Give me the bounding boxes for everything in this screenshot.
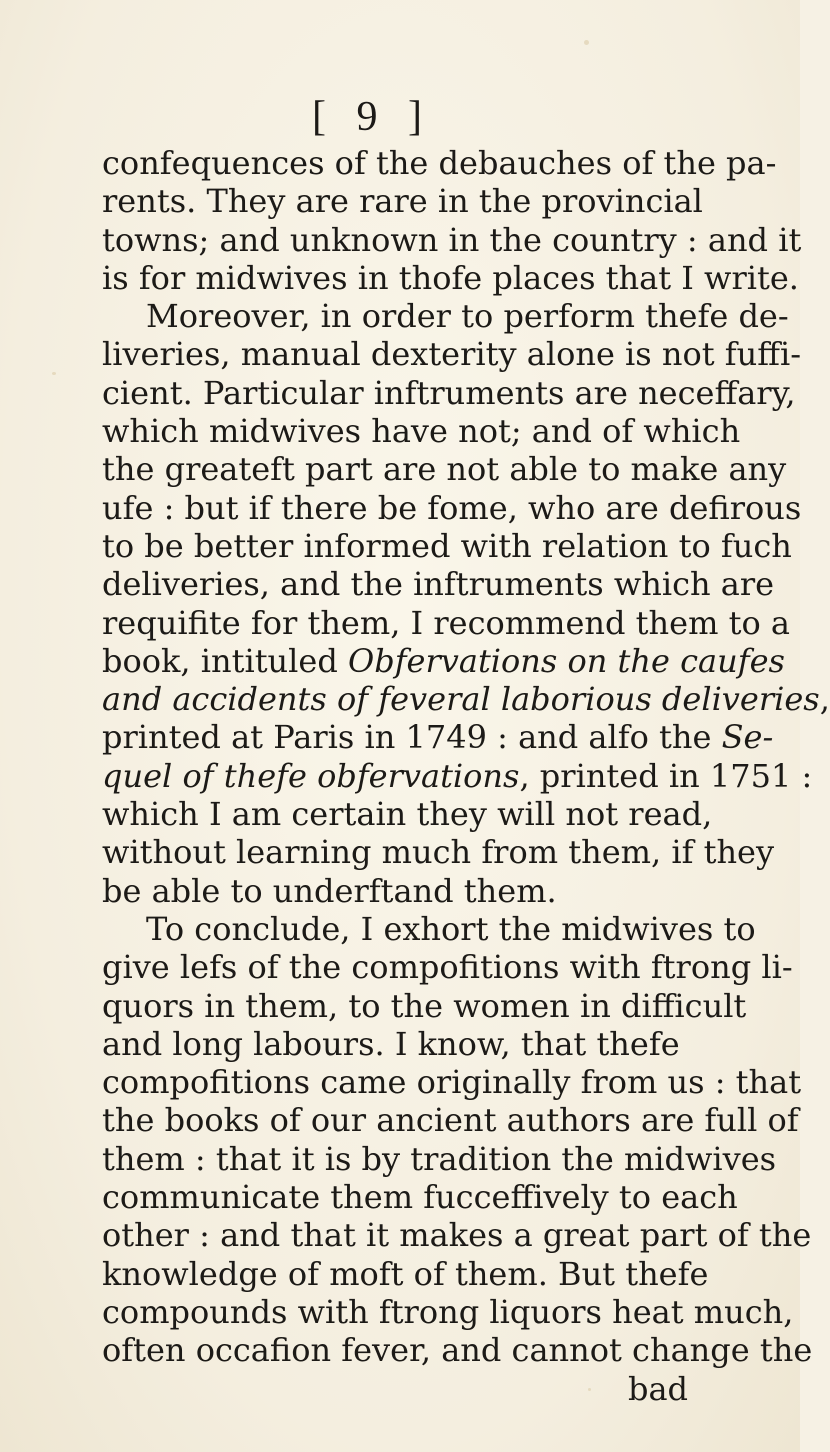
text-line: communicate them fucceffively to each xyxy=(102,1178,738,1217)
text-line: deliveries, and the inftruments which are xyxy=(102,565,775,604)
page-number: [ 9 ] xyxy=(312,94,432,140)
text-line: cient. Particular inftruments are neceffary, xyxy=(102,373,796,412)
text-line: which midwives have not; and of which xyxy=(102,412,741,451)
text-line: is for midwives in thofe places that I write. xyxy=(102,258,799,297)
text-line: give lefs of the compofitions with ftrong li- xyxy=(102,948,793,987)
text-line: the greateft part are not able to make any xyxy=(102,450,787,489)
text-line: be able to underftand them. xyxy=(102,871,557,910)
text-line: book, intituled Obfervations on the caufes xyxy=(102,641,785,680)
text-line: towns; and unknown in the country : and it xyxy=(102,220,802,259)
text-line: confequences of the debauches of the pa- xyxy=(102,144,777,182)
text-line: which I am certain they will not read, xyxy=(102,795,713,834)
text-line: other : and that it makes a great part of the xyxy=(102,1216,812,1255)
text-line: to be better informed with relation to fuch xyxy=(102,526,792,565)
text-line: rents. They are rare in the provincial xyxy=(102,182,703,221)
text-line: knowledge of moft of them. But thefe xyxy=(102,1254,709,1293)
text-line: requifite for them, I recommend them to a xyxy=(102,603,790,642)
text-line: printed at Paris in 1749 : and alfo the Se- xyxy=(102,718,774,757)
text-line: often occafion fever, and cannot change the xyxy=(102,1331,813,1370)
text-line: compounds with ftrong liquors heat much, xyxy=(102,1292,794,1331)
text-line: compofitions came originally from us : that xyxy=(102,1063,802,1102)
text-line: them : that it is by tradition the midwives xyxy=(102,1139,777,1178)
text-line: Moreover, in order to perform thefe de- xyxy=(146,297,789,336)
catchword: bad xyxy=(627,1369,688,1408)
text-line: the books of our ancient authors are full of xyxy=(102,1101,799,1140)
book-title-italic: Obfervations on the caufes xyxy=(347,641,785,680)
text-line: To conclude, I exhort the midwives to xyxy=(146,909,756,948)
text-line: quors in them, to the women in difficult xyxy=(102,986,747,1025)
text-line: without learning much from them, if they xyxy=(102,833,775,872)
text-line: and accidents of feveral laborious deliveries, xyxy=(102,680,830,719)
text-line: quel of thefe obfervations, printed in 1751 : xyxy=(102,756,813,795)
paper-stain xyxy=(52,372,56,375)
text-line: and long labours. I know, that thefe xyxy=(102,1024,680,1063)
text-line: ufe : but if there be fome, who are defirous xyxy=(102,488,802,527)
body-text xyxy=(102,144,830,1408)
text-line: liveries, manual dexterity alone is not fuffi- xyxy=(102,335,802,374)
paper-stain xyxy=(584,40,589,45)
